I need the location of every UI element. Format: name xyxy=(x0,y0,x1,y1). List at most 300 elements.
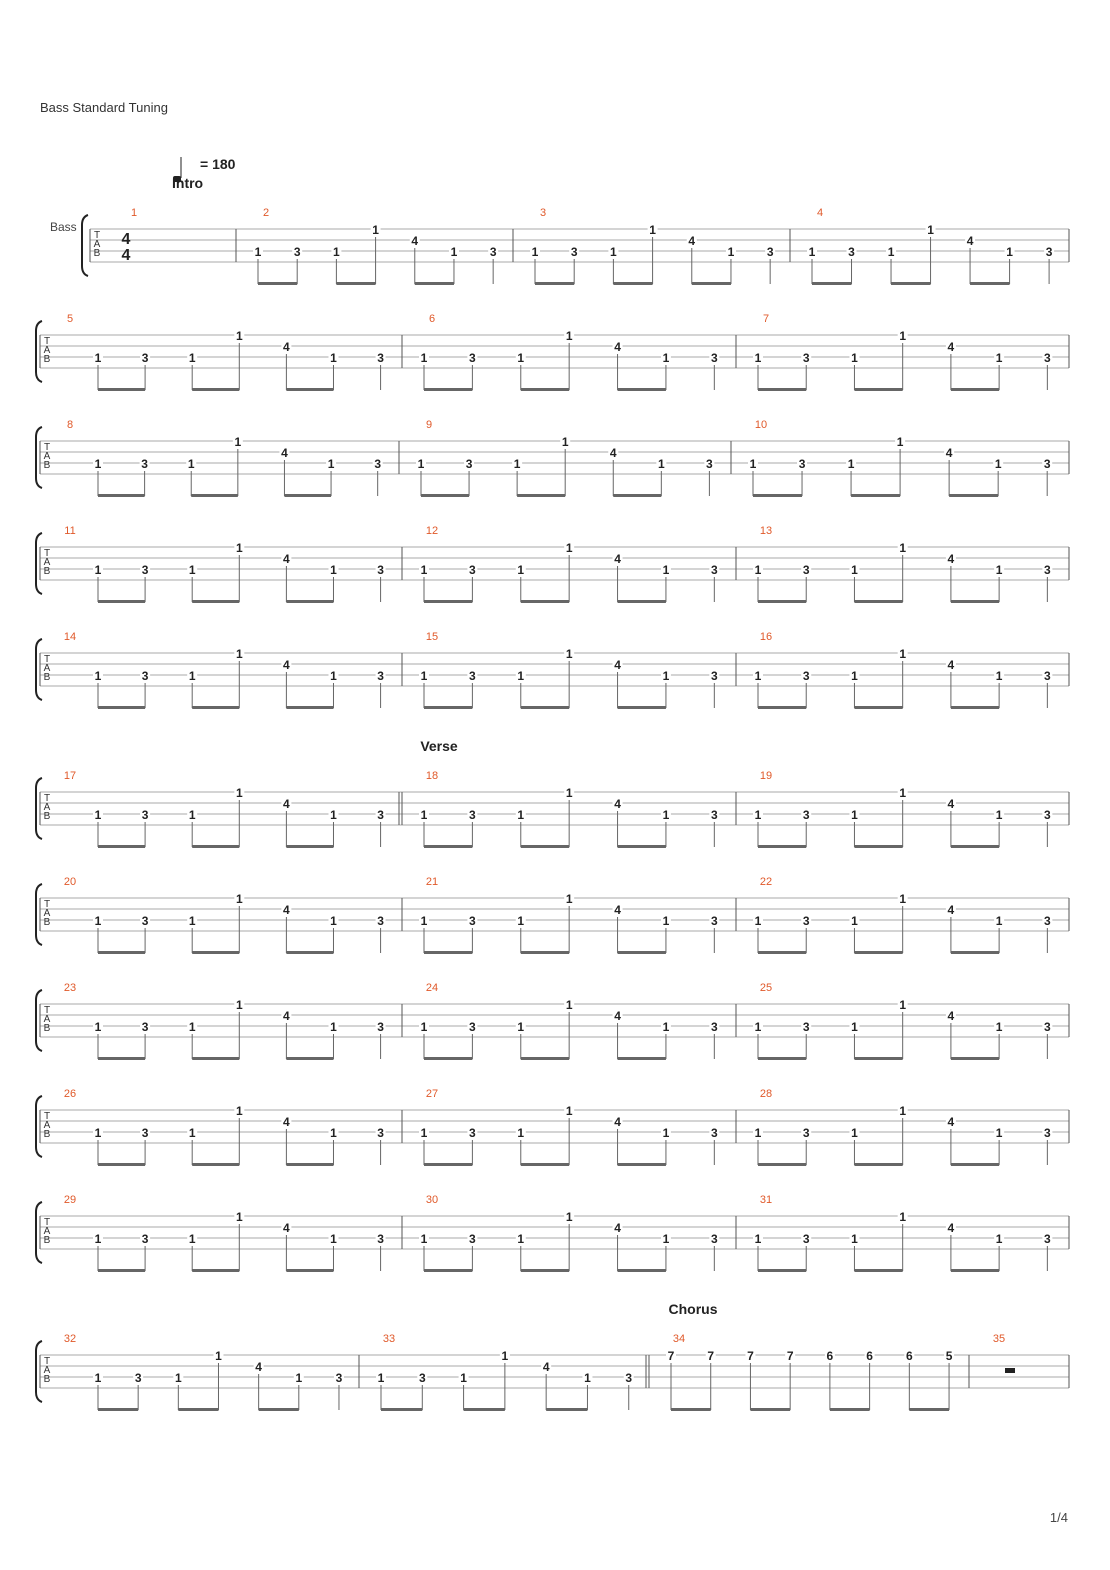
tab-clef-letter: B xyxy=(43,917,51,928)
fret-number: 1 xyxy=(662,1232,670,1246)
note-beam xyxy=(951,845,999,848)
fret-number: 1 xyxy=(94,351,102,365)
fret-number: 3 xyxy=(802,351,810,365)
fret-number: 3 xyxy=(469,351,476,365)
fret-number: 1 xyxy=(851,914,858,928)
fret-number: 1 xyxy=(995,914,1003,928)
fret-number: 4 xyxy=(283,658,290,672)
fret-number: 4 xyxy=(614,552,621,566)
tab-clef-letter: T xyxy=(43,899,51,910)
fret-number: 4 xyxy=(283,552,290,566)
fret-number: 3 xyxy=(1044,563,1051,577)
fret-number: 1 xyxy=(330,351,337,365)
fret-number: 3 xyxy=(141,351,149,365)
note-beam xyxy=(951,1269,999,1272)
note-beam xyxy=(521,1269,569,1272)
measure-number: 23 xyxy=(63,982,77,994)
fret-number: 1 xyxy=(517,1126,525,1140)
fret-number: 3 xyxy=(469,1126,476,1140)
note-beam xyxy=(424,1057,472,1060)
fret-number: 4 xyxy=(614,797,621,811)
fret-number: 1 xyxy=(330,808,337,822)
fret-number: 1 xyxy=(517,808,525,822)
tuning-label: Bass Standard Tuning xyxy=(40,100,168,115)
fret-number: 4 xyxy=(281,446,288,460)
note-beam xyxy=(949,494,998,497)
fret-number: 3 xyxy=(141,1232,149,1246)
fret-number: 1 xyxy=(330,914,337,928)
note-beam xyxy=(618,706,666,709)
fret-number: 1 xyxy=(662,1020,670,1034)
fret-number: 1 xyxy=(420,563,428,577)
fret-number: 1 xyxy=(420,1020,428,1034)
page-number: 1/4 xyxy=(1049,1510,1068,1525)
tab-clef-letter: A xyxy=(43,1365,51,1376)
fret-number: 4 xyxy=(614,1115,621,1129)
system-bracket xyxy=(82,215,88,276)
fret-number: 1 xyxy=(531,245,539,259)
fret-number: 1 xyxy=(235,1210,243,1224)
fret-number: 4 xyxy=(283,1221,290,1235)
fret-number: 1 xyxy=(662,669,670,683)
note-beam xyxy=(286,1057,333,1060)
note-beam xyxy=(178,1408,218,1411)
section-label-intro: Intro xyxy=(172,175,204,191)
note-beam xyxy=(909,1408,949,1411)
fret-number: 1 xyxy=(188,808,196,822)
fret-number: 4 xyxy=(542,1360,550,1374)
fret-number: 4 xyxy=(614,658,621,672)
fret-number: 1 xyxy=(235,541,243,555)
fret-number: 4 xyxy=(945,446,953,460)
fret-number: 1 xyxy=(501,1349,509,1363)
tab-clef-letter: T xyxy=(43,793,51,804)
fret-number: 1 xyxy=(749,457,757,471)
fret-number: 1 xyxy=(995,669,1003,683)
tab-clef-letter: T xyxy=(43,1356,51,1367)
measure-number: 2 xyxy=(262,207,270,219)
fret-number: 1 xyxy=(754,1126,762,1140)
note-beam xyxy=(381,1408,422,1411)
note-beam xyxy=(192,1269,239,1272)
fret-number: 3 xyxy=(570,245,578,259)
fret-number: 4 xyxy=(947,1115,955,1129)
fret-number: 3 xyxy=(377,669,384,683)
note-beam xyxy=(758,706,806,709)
fret-number: 1 xyxy=(662,914,670,928)
fret-number: 3 xyxy=(766,245,774,259)
measure-number: 35 xyxy=(992,1333,1006,1345)
tab-clef-letter: A xyxy=(43,1014,51,1025)
system-bracket xyxy=(36,884,42,945)
note-beam xyxy=(854,951,902,954)
fret-number: 1 xyxy=(754,914,762,928)
note-beam xyxy=(424,1163,472,1166)
fret-number: 1 xyxy=(235,998,243,1012)
measure-number: 26 xyxy=(63,1088,77,1100)
fret-number: 1 xyxy=(899,541,907,555)
note-beam xyxy=(192,951,239,954)
fret-number: 1 xyxy=(899,1210,907,1224)
fret-number: 1 xyxy=(565,541,573,555)
fret-number: 6 xyxy=(866,1349,873,1363)
fret-number: 1 xyxy=(188,669,196,683)
fret-number: 3 xyxy=(1043,457,1051,471)
measure-number: 32 xyxy=(63,1333,77,1345)
measure-number: 14 xyxy=(63,631,77,643)
tab-clef-letter: A xyxy=(43,663,51,674)
fret-number: 7 xyxy=(707,1349,715,1363)
fret-number: 1 xyxy=(330,1020,337,1034)
fret-number: 4 xyxy=(411,234,419,248)
fret-number: 1 xyxy=(215,1349,222,1363)
fret-number: 4 xyxy=(614,1009,621,1023)
fret-number: 1 xyxy=(188,914,196,928)
note-beam xyxy=(854,1269,902,1272)
note-beam xyxy=(98,951,145,954)
measure-number: 16 xyxy=(759,631,773,643)
fret-number: 1 xyxy=(896,435,904,449)
fret-number: 1 xyxy=(565,329,573,343)
fret-number: 3 xyxy=(489,245,497,259)
note-beam xyxy=(535,282,574,285)
fret-number: 3 xyxy=(469,1020,476,1034)
tab-clef-letter: B xyxy=(43,811,51,822)
fret-number: 1 xyxy=(235,1104,243,1118)
note-beam xyxy=(546,1408,587,1411)
fret-number: 1 xyxy=(754,351,762,365)
fret-number: 3 xyxy=(469,808,476,822)
measure-number: 9 xyxy=(425,419,433,431)
fret-number: 1 xyxy=(851,351,858,365)
fret-number: 1 xyxy=(851,808,858,822)
fret-number: 1 xyxy=(995,1020,1003,1034)
tab-clef-letter: A xyxy=(43,908,51,919)
fret-number: 3 xyxy=(1044,1232,1051,1246)
note-beam xyxy=(521,845,569,848)
note-beam xyxy=(284,494,331,497)
fret-number: 4 xyxy=(947,903,955,917)
fret-number: 1 xyxy=(754,1232,762,1246)
note-beam xyxy=(521,388,569,391)
fret-number: 1 xyxy=(727,245,735,259)
measure-number: 17 xyxy=(63,770,77,782)
note-beam xyxy=(951,1057,999,1060)
tab-clef-letter: A xyxy=(43,1226,51,1237)
fret-number: 1 xyxy=(994,457,1002,471)
fret-number: 3 xyxy=(706,457,713,471)
note-beam xyxy=(98,1163,145,1166)
fret-number: 1 xyxy=(899,892,907,906)
fret-number: 3 xyxy=(465,457,473,471)
tab-clef-letter: B xyxy=(43,1235,51,1246)
fret-number: 3 xyxy=(802,563,810,577)
note-beam xyxy=(758,1163,806,1166)
note-beam xyxy=(521,1163,569,1166)
fret-number: 1 xyxy=(517,914,525,928)
fret-number: 4 xyxy=(283,1009,290,1023)
fret-number: 3 xyxy=(710,563,718,577)
fret-number: 1 xyxy=(327,457,335,471)
tab-clef-letter: A xyxy=(43,451,51,462)
fret-number: 3 xyxy=(469,669,476,683)
fret-number: 1 xyxy=(188,1126,196,1140)
measure-number: 5 xyxy=(66,313,74,325)
fret-number: 1 xyxy=(235,892,243,906)
note-beam xyxy=(854,600,902,603)
measure-number: 20 xyxy=(63,876,77,888)
note-beam xyxy=(891,282,931,285)
fret-number: 3 xyxy=(377,563,384,577)
fret-number: 3 xyxy=(1044,1126,1051,1140)
measure-number: 1 xyxy=(130,207,138,219)
fret-number: 1 xyxy=(235,329,243,343)
measure-number: 34 xyxy=(672,1333,686,1345)
fret-number: 1 xyxy=(94,808,102,822)
note-beam xyxy=(618,1269,666,1272)
fret-number: 1 xyxy=(565,892,573,906)
fret-number: 3 xyxy=(710,808,718,822)
fret-number: 1 xyxy=(851,1232,858,1246)
note-beam xyxy=(191,494,238,497)
note-beam xyxy=(192,600,239,603)
note-beam xyxy=(521,600,569,603)
tab-clef-letter: T xyxy=(43,442,51,453)
fret-number: 1 xyxy=(420,669,428,683)
note-beam xyxy=(854,845,902,848)
system-bracket xyxy=(36,778,42,839)
fret-number: 3 xyxy=(134,1371,142,1385)
section-label-verse: Verse xyxy=(420,738,458,754)
note-beam xyxy=(618,1057,666,1060)
tab-clef-letter: A xyxy=(43,1120,51,1131)
fret-number: 3 xyxy=(141,808,149,822)
note-beam xyxy=(970,282,1010,285)
fret-number: 4 xyxy=(255,1360,262,1374)
note-beam xyxy=(671,1408,711,1411)
fret-number: 3 xyxy=(802,1126,810,1140)
fret-number: 1 xyxy=(517,351,525,365)
measure-number: 19 xyxy=(759,770,773,782)
fret-number: 1 xyxy=(662,1126,670,1140)
note-beam xyxy=(464,1408,505,1411)
fret-number: 1 xyxy=(235,786,243,800)
note-beam xyxy=(98,706,145,709)
fret-number: 3 xyxy=(625,1371,633,1385)
fret-number: 3 xyxy=(802,914,810,928)
note-beam xyxy=(424,845,472,848)
fret-number: 1 xyxy=(450,245,458,259)
measure-number: 12 xyxy=(425,525,439,537)
fret-number: 3 xyxy=(141,563,149,577)
measure-number: 11 xyxy=(64,525,76,537)
tab-clef-letter: A xyxy=(43,557,51,568)
fret-number: 1 xyxy=(565,1104,573,1118)
system-bracket xyxy=(36,1341,42,1402)
note-beam xyxy=(424,706,472,709)
fret-number: 5 xyxy=(945,1349,953,1363)
fret-number: 3 xyxy=(377,1232,384,1246)
measure-number: 21 xyxy=(425,876,439,888)
fret-number: 1 xyxy=(372,223,379,237)
measure-number: 18 xyxy=(425,770,439,782)
fret-number: 1 xyxy=(188,1020,196,1034)
fret-number: 3 xyxy=(374,457,382,471)
measure-number: 29 xyxy=(63,1194,77,1206)
note-beam xyxy=(692,282,731,285)
tab-clef-letter: A xyxy=(43,802,51,813)
measure-number: 24 xyxy=(425,982,439,994)
fret-number: 1 xyxy=(851,1020,858,1034)
fret-number: 1 xyxy=(330,1232,337,1246)
fret-number: 4 xyxy=(947,797,955,811)
note-beam xyxy=(192,845,239,848)
measure-number: 8 xyxy=(66,419,74,431)
note-beam xyxy=(758,1057,806,1060)
fret-number: 1 xyxy=(649,223,656,237)
fret-number: 1 xyxy=(808,245,816,259)
tab-clef-letter: B xyxy=(43,566,51,577)
note-beam xyxy=(98,388,145,391)
tab-clef-letter: B xyxy=(43,1374,51,1385)
fret-number: 1 xyxy=(899,647,907,661)
fret-number: 1 xyxy=(899,329,907,343)
tab-clef-letter: B xyxy=(43,354,51,365)
time-signature-bottom: 4 xyxy=(121,247,131,264)
fret-number: 1 xyxy=(330,669,337,683)
note-beam xyxy=(618,600,666,603)
fret-number: 6 xyxy=(905,1349,913,1363)
fret-number: 1 xyxy=(420,808,428,822)
note-beam xyxy=(421,494,469,497)
tab-clef-letter: A xyxy=(43,345,51,356)
fret-number: 4 xyxy=(947,1009,955,1023)
note-beam xyxy=(758,388,806,391)
fret-number: 1 xyxy=(565,998,573,1012)
note-beam xyxy=(424,600,472,603)
fret-number: 1 xyxy=(235,647,243,661)
tab-clef-letter: T xyxy=(43,1217,51,1228)
fret-number: 3 xyxy=(141,914,149,928)
fret-number: 1 xyxy=(94,457,102,471)
fret-number: 1 xyxy=(754,1020,762,1034)
note-beam xyxy=(951,706,999,709)
fret-number: 1 xyxy=(330,563,337,577)
system-bracket xyxy=(36,990,42,1051)
fret-number: 1 xyxy=(662,563,670,577)
fret-number: 3 xyxy=(1044,669,1051,683)
tab-clef-letter: A xyxy=(93,239,101,250)
tab-clef-letter: B xyxy=(43,1129,51,1140)
measure-number: 6 xyxy=(428,313,436,325)
note-beam xyxy=(336,282,375,285)
fret-number: 1 xyxy=(899,1104,907,1118)
fret-number: 7 xyxy=(786,1349,794,1363)
fret-number: 1 xyxy=(517,563,525,577)
fret-number: 3 xyxy=(293,245,301,259)
fret-number: 1 xyxy=(754,669,762,683)
fret-number: 3 xyxy=(710,1020,718,1034)
fret-number: 1 xyxy=(851,669,858,683)
fret-number: 1 xyxy=(187,457,195,471)
fret-number: 3 xyxy=(1044,808,1051,822)
fret-number: 1 xyxy=(565,647,573,661)
system-bracket xyxy=(36,1202,42,1263)
note-beam xyxy=(758,845,806,848)
note-beam xyxy=(521,1057,569,1060)
fret-number: 1 xyxy=(188,1232,196,1246)
note-beam xyxy=(758,951,806,954)
fret-number: 1 xyxy=(94,669,102,683)
note-beam xyxy=(854,1057,902,1060)
fret-number: 3 xyxy=(377,351,384,365)
fret-number: 1 xyxy=(662,351,670,365)
fret-number: 1 xyxy=(887,245,895,259)
fret-number: 1 xyxy=(517,1232,525,1246)
fret-number: 1 xyxy=(851,1126,858,1140)
fret-number: 1 xyxy=(420,1126,428,1140)
fret-number: 3 xyxy=(798,457,806,471)
fret-number: 1 xyxy=(94,1232,102,1246)
measure-number: 13 xyxy=(759,525,773,537)
fret-number: 1 xyxy=(94,1020,102,1034)
fret-number: 3 xyxy=(469,914,476,928)
fret-number: 3 xyxy=(710,914,718,928)
fret-number: 4 xyxy=(614,1221,621,1235)
fret-number: 1 xyxy=(662,808,670,822)
measure-number: 7 xyxy=(762,313,770,325)
note-beam xyxy=(98,1408,138,1411)
measure-number: 15 xyxy=(425,631,439,643)
fret-number: 3 xyxy=(469,1232,476,1246)
fret-number: 1 xyxy=(234,435,242,449)
note-beam xyxy=(951,600,999,603)
fret-number: 1 xyxy=(420,1232,428,1246)
fret-number: 3 xyxy=(802,808,810,822)
note-beam xyxy=(98,494,145,497)
fret-number: 3 xyxy=(1045,245,1053,259)
fret-number: 3 xyxy=(802,669,810,683)
note-beam xyxy=(517,494,565,497)
fret-number: 3 xyxy=(710,1232,718,1246)
tab-clef-letter: B xyxy=(43,1023,51,1034)
fret-number: 1 xyxy=(927,223,934,237)
note-beam xyxy=(951,951,999,954)
tab-clef-letter: T xyxy=(43,1005,51,1016)
fret-number: 7 xyxy=(747,1349,754,1363)
note-beam xyxy=(951,1163,999,1166)
fret-number: 3 xyxy=(848,245,855,259)
note-beam xyxy=(424,951,472,954)
fret-number: 4 xyxy=(283,340,290,354)
fret-number: 3 xyxy=(710,1126,718,1140)
note-beam xyxy=(854,1163,902,1166)
fret-number: 1 xyxy=(94,1371,102,1385)
measure-number: 4 xyxy=(816,207,824,219)
note-beam xyxy=(98,1269,145,1272)
note-beam xyxy=(259,1408,299,1411)
note-beam xyxy=(750,1408,790,1411)
fret-number: 1 xyxy=(295,1371,303,1385)
tab-clef-letter: B xyxy=(43,672,51,683)
fret-number: 3 xyxy=(141,669,149,683)
fret-number: 1 xyxy=(517,1020,525,1034)
fret-number: 1 xyxy=(995,808,1003,822)
note-beam xyxy=(286,845,333,848)
fret-number: 1 xyxy=(561,435,569,449)
note-beam xyxy=(192,706,239,709)
fret-number: 3 xyxy=(802,1232,810,1246)
